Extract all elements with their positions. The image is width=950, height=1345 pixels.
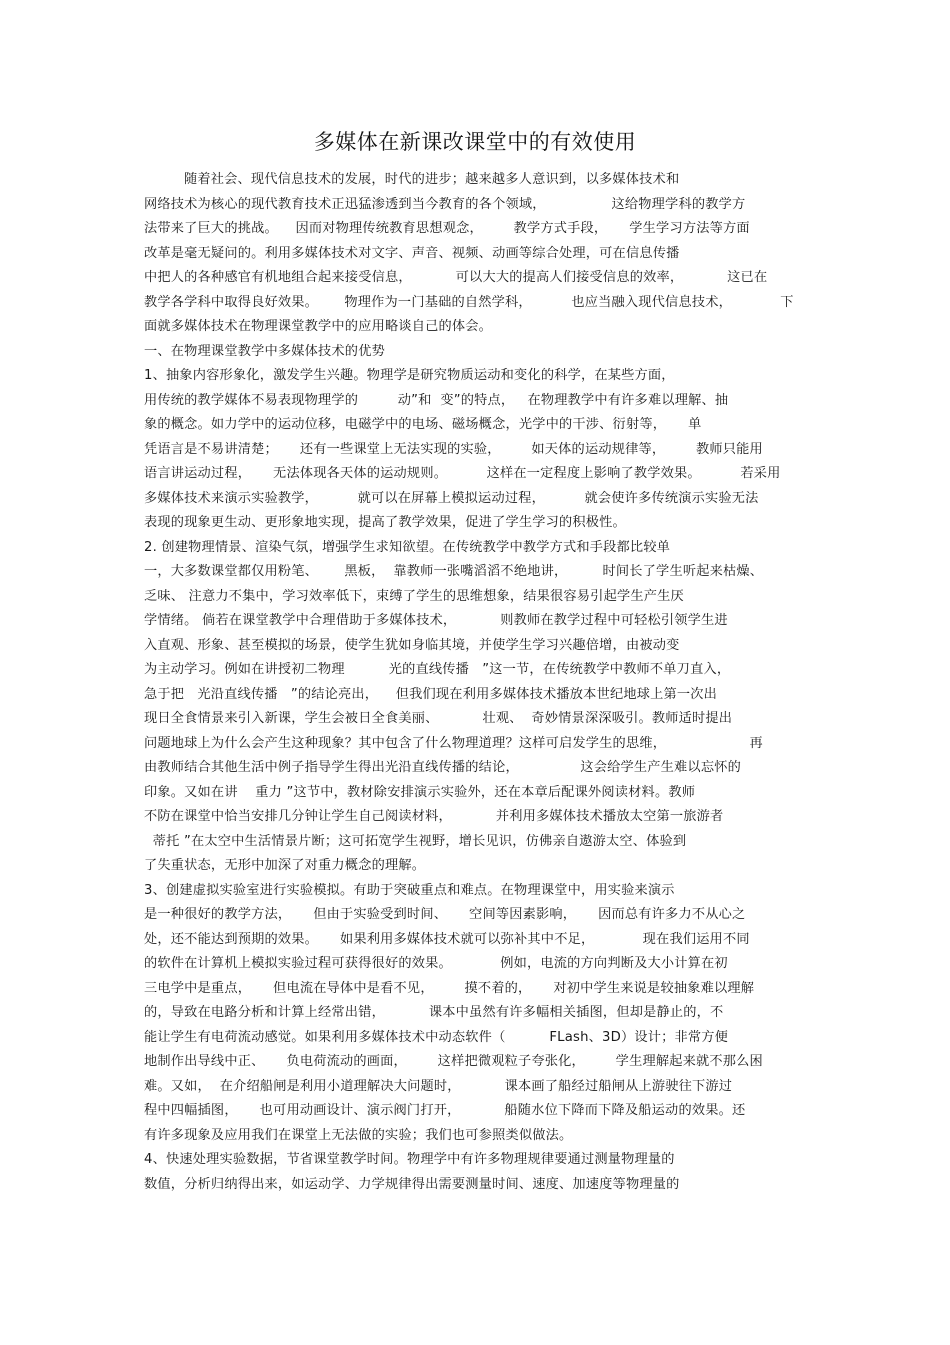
text-line: 随着社会、现代信息技术的发展，时代的进步；越来越多人意识到，以多媒体技术和 bbox=[184, 172, 680, 187]
text-line: 为主动学习。例如在讲授初二物理 光的直线传播 ”这一节，在传统教学中教师不单刀直入， bbox=[144, 662, 731, 677]
text-line: 网络技术为核心的现代教育技术正迅猛渗透到当今教育的各个领域， 这给物理学科的教学方 bbox=[144, 196, 746, 212]
text-line: 了失重状态，无形中加深了对重力概念的理解。 bbox=[144, 858, 426, 873]
text-line: 学情绪。 倘若在课堂教学中合理借助于多媒体技术， 则教师在教学过程中可轻松引领学生进 bbox=[144, 613, 728, 628]
text-line: 印象。又如在讲 重力 ”这节中，教材除安排演示实验外，还在本章后配课外阅读材料。教师 bbox=[144, 784, 696, 800]
text-line: 1、抽象内容形象化，激发学生兴趣。物理学是研究物质运动和变化的科学，在某些方面， bbox=[144, 368, 675, 383]
text-line: 的，导致在电路分析和计算上经常出错， 课本中虽然有许多幅相关插图，但却是静止的，不 bbox=[144, 1005, 724, 1020]
text-line: 的软件在计算机上模拟实验过程可获得很好的效果。 例如，电流的方向判断及大小计算在初 bbox=[144, 956, 728, 971]
text-line: 中把人的各种感官有机地组合起来接受信息， 可以大大的提高人们接受信息的效率， 这已在 bbox=[144, 270, 768, 285]
document-body bbox=[144, 168, 812, 1197]
text-line: 3、创建虚拟实验室进行实验模拟。有助于突破重点和难点。在物理课堂中，用实验来演示 bbox=[144, 882, 675, 898]
document-title: 多媒体在新课改课堂中的有效使用 bbox=[313, 130, 637, 154]
text-line: 2. 创建物理情景、渲染气氛，增强学生求知欲望。在传统教学中教学方式和手段都比较单 bbox=[144, 539, 671, 555]
text-line: 一，大多数课堂都仅用粉笔、 黑板， 靠教师一张嘴滔滔不绝地讲， 时间长了学生听起来枯燥、 bbox=[144, 564, 764, 579]
text-line: 用传统的教学媒体不易表现物理学的 动”和 变”的特点， 在物理教学中有许多难以理解、抽 bbox=[144, 392, 729, 408]
text-line: 由教师结合其他生活中例子指导学生得出光沿直线传播的结论， 这会给学生产生难以忘怀的 bbox=[144, 760, 741, 775]
text-line: 难。又如， 在介绍船闸是利用小道理解决大问题时， 课本画了船经过船闸从上游驶往下游过 bbox=[144, 1078, 733, 1094]
text-line: 面就多媒体技术在物理课堂教学中的应用略谈自己的体会。 bbox=[144, 319, 493, 334]
text-line: 能让学生有电荷流动感觉。如果利用多媒体技术中动态软件（ FLash、3D）设计；非常方便 bbox=[144, 1029, 729, 1045]
text-line: 乏味、 注意力不集中，学习效率低下，束缚了学生的思维想象，结果很容易引起学生产生厌 bbox=[144, 588, 684, 604]
text-line: 是一种很好的教学方法， 但由于实验受到时间、 空间等因素影响， 因而总有许多力不从心之 bbox=[144, 907, 746, 922]
text-line: 教学各学科中取得良好效果。 物理作为一门基础的自然学科， 也应当融入现代信息技术， 下 bbox=[144, 294, 794, 310]
text-line: 多媒体技术来演示实验教学， 就可以在屏幕上模拟运动过程， 就会使许多传统演示实验无法 bbox=[144, 490, 759, 506]
text-line: 法带来了巨大的挑战。 因而对物理传统教育思想观念， 教学方式手段， 学生学习方法等方面 bbox=[144, 221, 750, 236]
text-line: 现日全食情景来引入新课，学生会被日全食美丽、 壮观、 奇妙情景深深吸引。教师适时提出 bbox=[144, 711, 733, 726]
text-line: 问题地球上为什么会产生这种现象？其中包含了什么物理道理？这样可启发学生的思维， 再 bbox=[144, 735, 763, 751]
text-line: 4、快速处理实验数据，节省课堂教学时间。物理学中有许多物理规律要通过测量物理量的 bbox=[144, 1152, 675, 1167]
text-line: 程中四幅插图， 也可用动画设计、演示阀门打开， 船随水位下降而下降及船运动的效果。还 bbox=[144, 1103, 746, 1118]
text-line: 象的概念。如力学中的运动位移，电磁学中的电场、磁场概念，光学中的干涉、衍射等， 单 bbox=[144, 417, 702, 432]
text-line: 入直观、形象、甚至模拟的场景，使学生犹如身临其境，并使学生学习兴趣倍增，由被动变 bbox=[144, 637, 680, 653]
text-line: 处，还不能达到预期的效果。 如果利用多媒体技术就可以弥补其中不足， 现在我们运用不同 bbox=[144, 931, 750, 947]
text-line: 一、在物理课堂教学中多媒体技术的优势 bbox=[144, 343, 385, 359]
text-line: 改革是毫无疑问的。利用多媒体技术对文字、声音、视频、动画等综合处理，可在信息传播 bbox=[144, 245, 680, 261]
text-line: 有许多现象及应用我们在课堂上无法做的实验；我们也可参照类似做法。 bbox=[144, 1127, 573, 1143]
text-line: 地制作出导线中正、 负电荷流动的画面， 这样把微观粒子夸张化， 学生理解起来就不那么困 bbox=[144, 1054, 763, 1069]
text-line: 凭语言是不易讲清楚； 还有一些课堂上无法实现的实验， 如天体的运动规律等， 教师只能用 bbox=[144, 441, 763, 457]
text-line: 蒂托 ”在太空中生活情景片断；这可拓宽学生视野，增长见识，仿佛亲自遨游太空、体验到 bbox=[144, 833, 687, 849]
text-line: 数值，分析归纳得出来，如运动学、力学规律得出需要测量时间、速度、加速度等物理量的 bbox=[144, 1176, 680, 1192]
text-line: 不防在课堂中恰当安排几分钟让学生自己阅读材料， 并利用多媒体技术播放太空第一旅游者 bbox=[144, 809, 724, 824]
text-line: 表现的现象更生动、更形象地实现，提高了教学效果，促进了学生学习的积极性。 bbox=[144, 515, 626, 530]
text-line: 急于把 光沿直线传播 ”的结论亮出， 但我们现在利用多媒体技术播放本世纪地球上第一次出 bbox=[144, 686, 718, 702]
text-line: 语言讲运动过程， 无法体现各天体的运动规则。 这样在一定程度上影响了教学效果。 若采用 bbox=[144, 466, 781, 481]
text-line: 三电学中是重点， 但电流在导体中是看不见， 摸不着的， 对初中学生来说是较抽象难以理解 bbox=[144, 980, 755, 996]
